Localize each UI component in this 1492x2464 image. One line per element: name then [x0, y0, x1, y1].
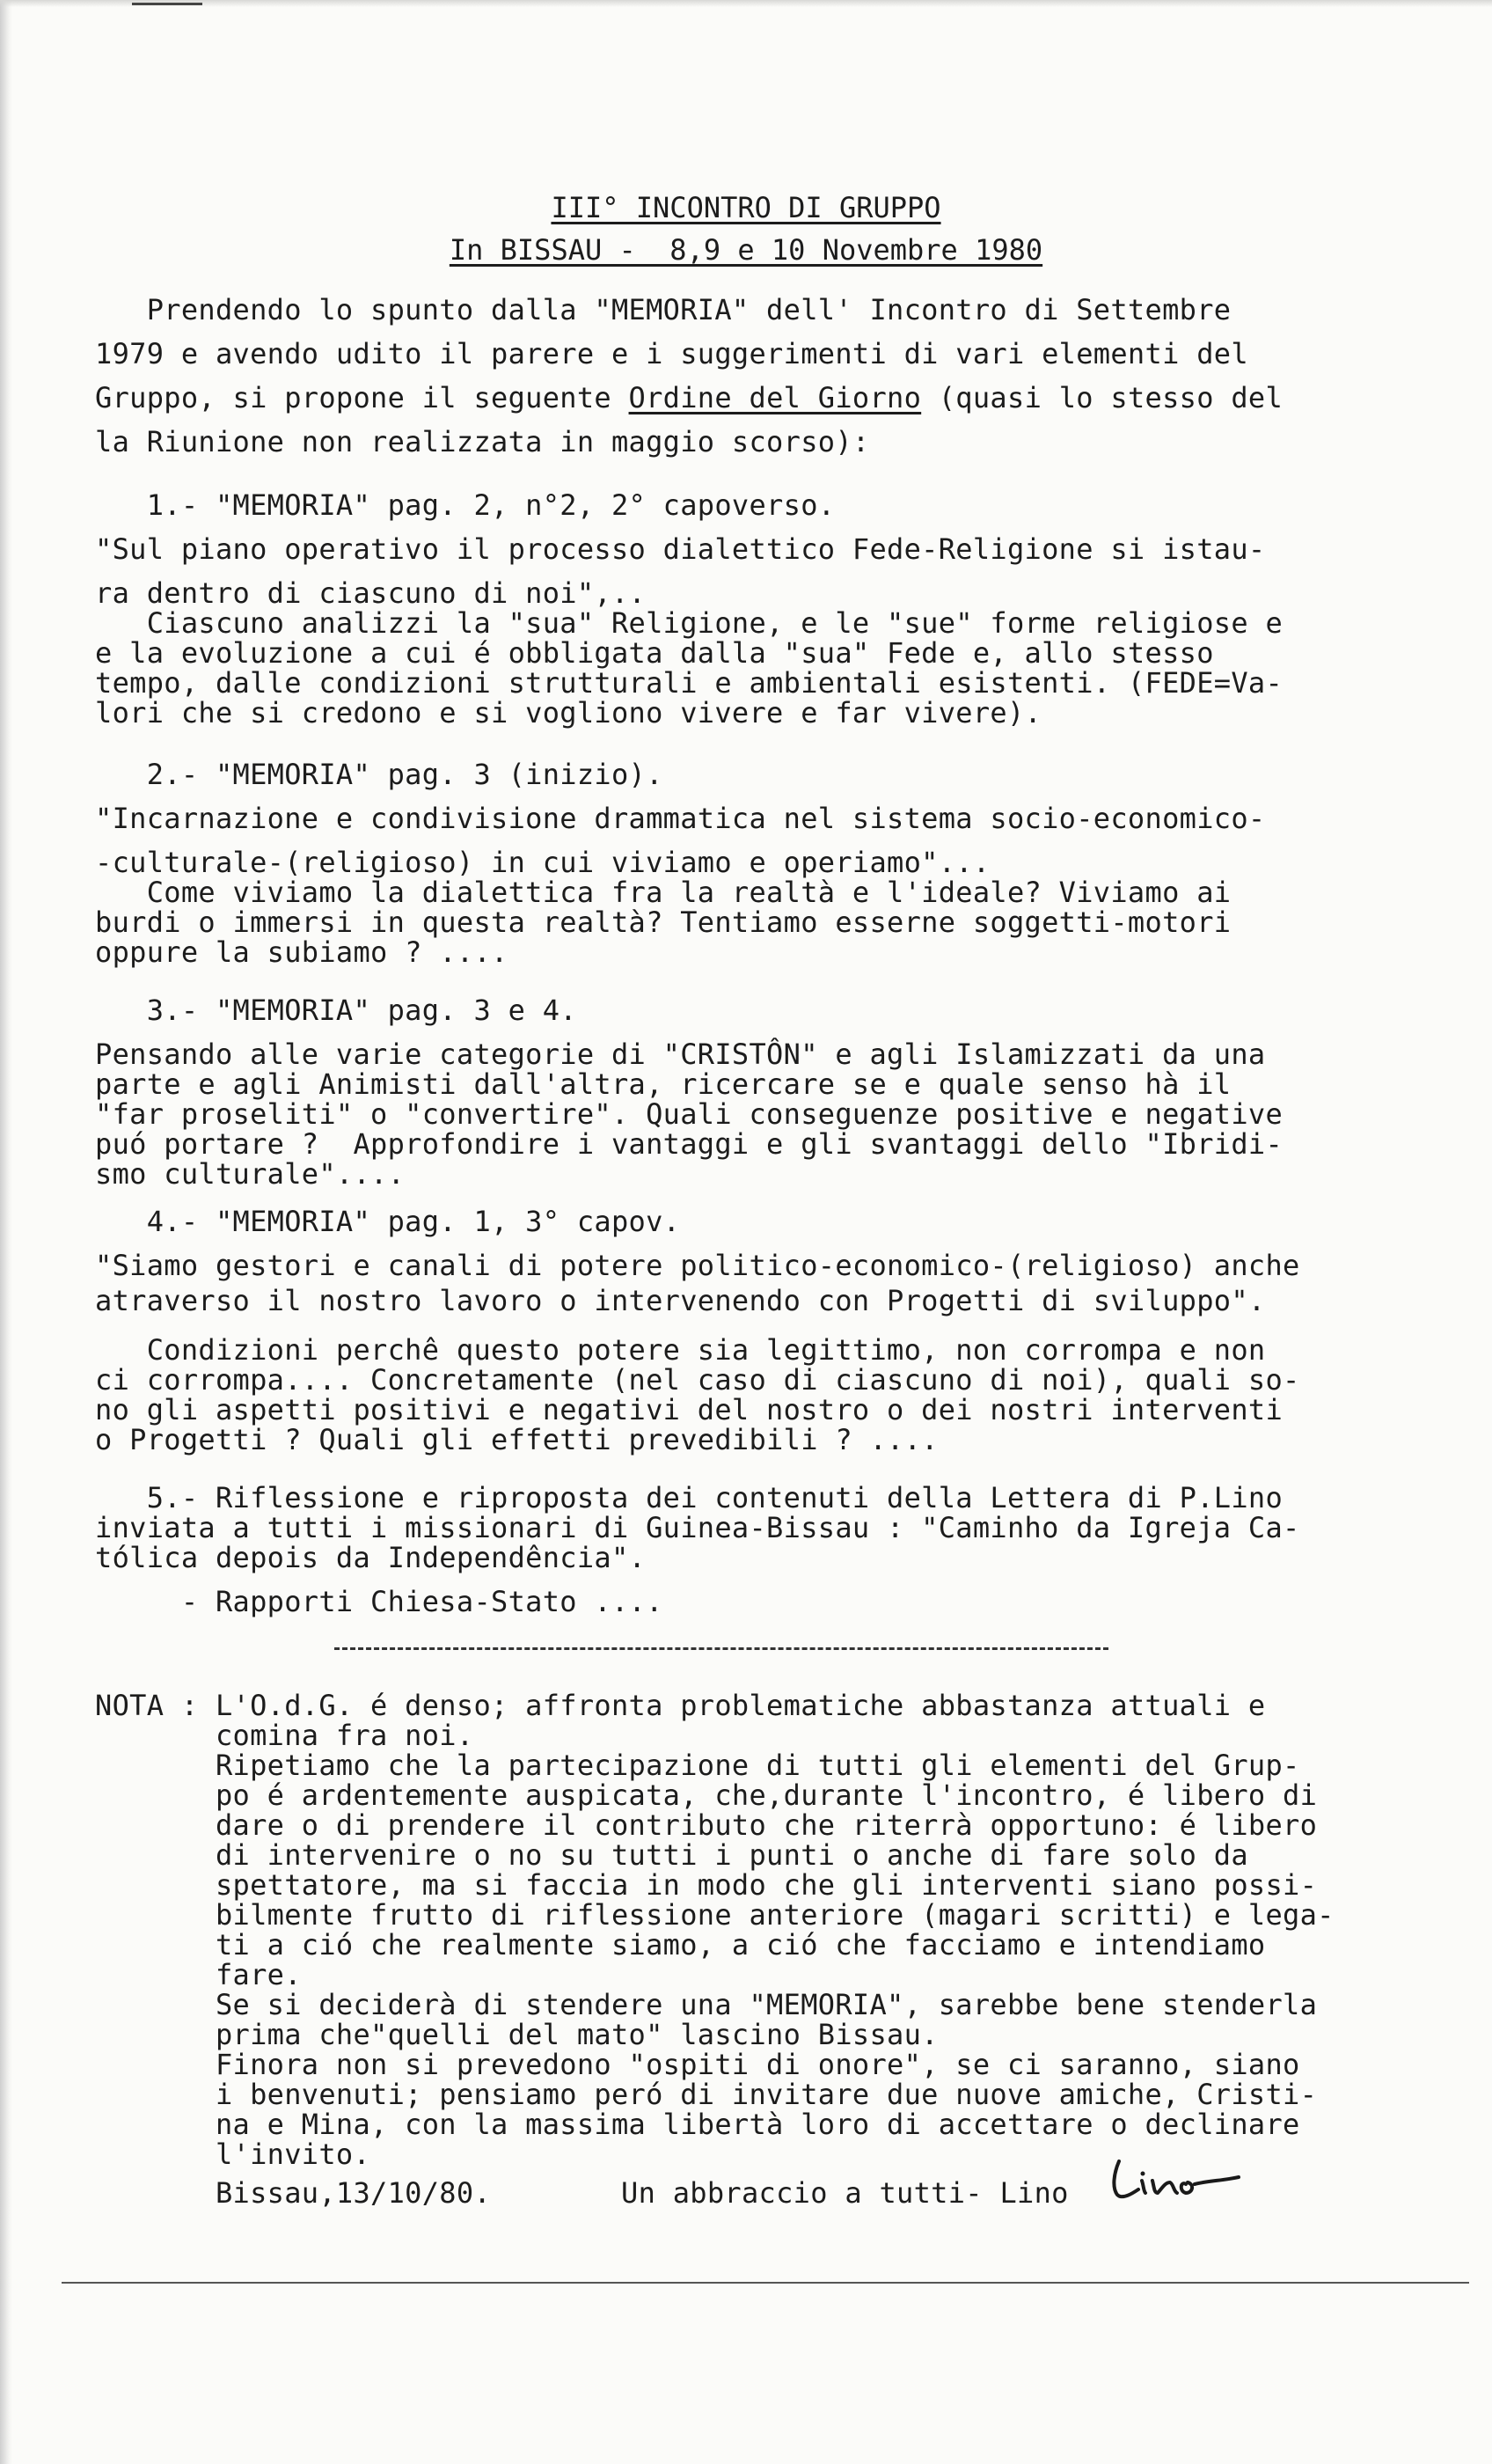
nota-line: prima che"quelli del mato" lascino Bissau.: [95, 2018, 939, 2051]
intro-line-3: Gruppo, si propone il seguente Ordine del Giorno (quasi lo stesso del: [95, 381, 1284, 414]
nota-line: bilmente frutto di riflessione anteriore (magari scritti) e lega-: [95, 1898, 1335, 1932]
item-3-line: Pensando alle varie categorie di "CRISTÔN" e agli Islamizzati da una: [95, 1038, 1266, 1071]
item-3-line: "far proseliti" o "convertire". Quali conseguenze positive e negative: [95, 1097, 1284, 1131]
item-4-line: atraverso il nostro lavoro o intervenendo con Progetti di sviluppo".: [95, 1284, 1266, 1317]
scan-edge-left: [0, 0, 12, 2464]
document-title: III° INCONTRO DI GRUPPO: [551, 191, 941, 224]
nota-line: NOTA : L'O.d.G. é denso; affronta problematiche abbastanza attuali e: [95, 1689, 1266, 1722]
bottom-rule: [62, 2282, 1469, 2284]
item-1-line: ra dentro di ciascuno di noi",..: [95, 576, 647, 610]
item-1-line: lori che si credono e si vogliono vivere e far vivere).: [95, 696, 1042, 730]
item-5-line: tólica depois da Independência".: [95, 1541, 647, 1574]
item-4-line: o Progetti ? Quali gli effetti prevedibili ? ....: [95, 1423, 939, 1456]
nota-line: dare o di prendere il contributo che riterrà opportuno: é libero: [95, 1808, 1318, 1842]
item-1-line: e la evoluzione a cui é obbligata dalla "sua" Fede e, allo stesso: [95, 636, 1214, 670]
item-2-line: Come viviamo la dialettica fra la realtà e l'ideale? Viviamo ai: [95, 876, 1232, 909]
item-2-heading: 2.- "MEMORIA" pag. 3 (inizio).: [95, 758, 663, 791]
item-5-sub-line: - Rapporti Chiesa-Stato ....: [95, 1585, 663, 1618]
item-4-heading: 4.- "MEMORIA" pag. 1, 3° capov.: [95, 1205, 681, 1238]
dashed-separator: [334, 1647, 1108, 1650]
item-2-line: -culturale-(religioso) in cui viviamo e operiamo"...: [95, 846, 991, 879]
ordine-del-giorno: Ordine del Giorno: [628, 381, 922, 414]
nota-line: fare.: [95, 1958, 302, 1991]
nota-line: Finora non si prevedono "ospiti di onore", se ci saranno, siano: [95, 2048, 1300, 2081]
nota-line: spettatore, ma si faccia in modo che gli interventi siano possi-: [95, 1868, 1318, 1902]
item-3-line: parte e agli Animisti dall'altra, ricercare se e quale senso hà il: [95, 1067, 1232, 1101]
nota-line: comina fra noi.: [95, 1719, 474, 1752]
item-4-line: no gli aspetti positivi e negativi del nostro o dei nostri interventi: [95, 1393, 1284, 1426]
nota-line: Se si deciderà di stendere una "MEMORIA", sarebbe bene stenderla: [95, 1988, 1318, 2021]
item-4-line: "Siamo gestori e canali di potere politico-economico-(religioso) anche: [95, 1249, 1300, 1282]
intro-line-2: 1979 e avendo udito il parere e i suggerimenti di vari elementi del: [95, 337, 1248, 370]
item-1-line: tempo, dalle condizioni strutturali e ambientali esistenti. (FEDE=Va-: [95, 666, 1284, 700]
nota-line: Ripetiamo che la partecipazione di tutti gli elementi del Grup-: [95, 1749, 1300, 1782]
item-1-line: "Sul piano operativo il processo dialettico Fede-Religione si istau-: [95, 532, 1266, 566]
nota-line: na e Mina, con la massima libertà loro di accettare o declinare: [95, 2108, 1300, 2141]
item-5-line: 5.- Riflessione e riproposta dei contenuti della Lettera di P.Lino: [95, 1481, 1284, 1514]
closing-greeting: Un abbraccio a tutti- Lino: [621, 2176, 1069, 2210]
scan-mark: [132, 3, 202, 5]
item-1-heading: 1.- "MEMORIA" pag. 2, n°2, 2° capoverso.: [95, 488, 836, 522]
handwritten-signature: [1107, 2154, 1247, 2207]
item-3-line: puó portare ? Approfondire i vantaggi e gli svantaggi dello "Ibridi-: [95, 1127, 1284, 1161]
item-1-line: Ciascuno analizzi la "sua" Religione, e le "sue" forme religiose e: [95, 606, 1284, 640]
nota-line: l'invito.: [95, 2138, 371, 2171]
item-2-line: burdi o immersi in questa realtà? Tentiamo esserne soggetti-motori: [95, 906, 1232, 939]
item-4-line: ci corrompa.... Concretamente (nel caso di ciascuno di noi), quali so-: [95, 1363, 1300, 1397]
nota-line: i benvenuti; pensiamo peró di invitare due nuove amiche, Cristi-: [95, 2078, 1318, 2111]
scan-edge-top: [0, 0, 1492, 7]
item-2-line: "Incarnazione e condivisione drammatica nel sistema socio-economico-: [95, 802, 1266, 835]
item-3-line: smo culturale"....: [95, 1157, 406, 1191]
item-3-heading: 3.- "MEMORIA" pag. 3 e 4.: [95, 994, 577, 1027]
nota-line: di intervenire o no su tutti i punti o anche di fare solo da: [95, 1838, 1248, 1872]
nota-line: po é ardentemente auspicata, che,durante l'incontro, é libero di: [95, 1778, 1318, 1812]
item-4-line: Condizioni perchê questo potere sia legittimo, non corrompa e non: [95, 1333, 1266, 1367]
intro-line-4: la Riunione non realizzata in maggio scorso):: [95, 425, 870, 458]
closing-date: Bissau,13/10/80.: [95, 2176, 492, 2210]
intro-line-1: Prendendo lo spunto dalla "MEMORIA" dell' Incontro di Settembre: [95, 293, 1232, 326]
item-5-line: inviata a tutti i missionari di Guinea-Bissau : "Caminho da Igreja Ca-: [95, 1511, 1300, 1544]
document-subtitle: In BISSAU - 8,9 e 10 Novembre 1980: [449, 233, 1043, 267]
nota-line: ti a ció che realmente siamo, a ció che facciamo e intendiamo: [95, 1928, 1266, 1962]
item-2-line: oppure la subiamo ? ....: [95, 935, 508, 969]
